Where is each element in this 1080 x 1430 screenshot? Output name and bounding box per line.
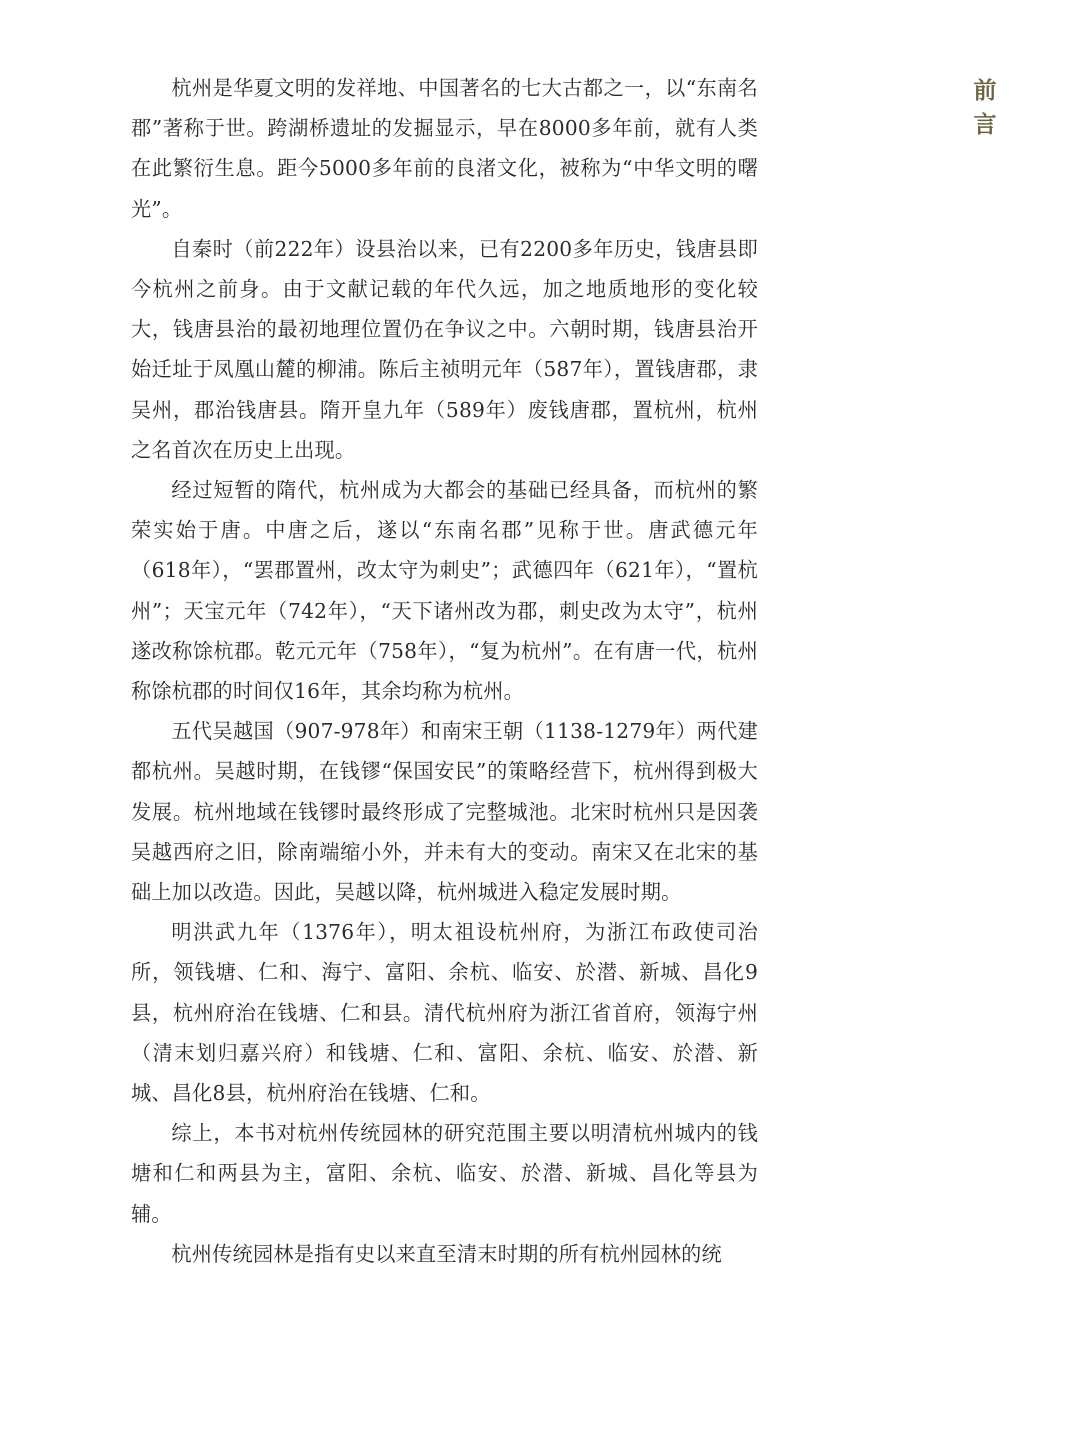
- section-title-vertical: [970, 74, 1000, 142]
- paragraph: 经过短暂的隋代，杭州成为大都会的基础已经具备，而杭州的繁荣实始于唐。中唐之后，遂以“东南名郡”见称于世。唐武德元年（618年），“罢郡置州，改太守为刺史”；武德四年（621年），“置杭州”；天宝元年（742年），“天下诸州改为郡，刺史改为太守”，杭州遂改称馀杭郡。乾元元年（758年），“复为杭州”。在有唐一代，杭州称馀杭郡的时间仅16年，其余均称为杭州。: [131, 478, 758, 704]
- paragraph: 杭州传统园林是指有史以来直至清末时期的所有杭州园林的统: [171, 1241, 722, 1266]
- body-text: [131, 68, 758, 1274]
- section-title-char: 言: [973, 111, 997, 138]
- paragraph: 明洪武九年（1376年），明太祖设杭州府，为浙江布政使司治所，领钱塘、仁和、海宁、富阳、余杭、临安、於潜、新城、昌化9县，杭州府治在钱塘、仁和县。清代杭州府为浙江省首府，领海宁州（清末划归嘉兴府）和钱塘、仁和、富阳、余杭、临安、於潜、新城、昌化8县，杭州府治在钱塘、仁和。: [131, 920, 758, 1106]
- paragraph: 综上，本书对杭州传统园林的研究范围主要以明清杭州城内的钱塘和仁和两县为主，富阳、余杭、临安、於潜、新城、昌化等县为辅。: [131, 1121, 758, 1226]
- paragraph: 五代吴越国（907-978年）和南宋王朝（1138-1279年）两代建都杭州。吴越时期，在钱镠“保国安民”的策略经营下，杭州得到极大发展。杭州地域在钱镠时最终形成了完整城池。北宋时杭州只是因袭吴越西府之旧，除南端缩小外，并未有大的变动。南宋又在北宋的基础上加以改造。因此，吴越以降，杭州城进入稳定发展时期。: [131, 719, 758, 905]
- paragraph: 自秦时（前222年）设县治以来，已有2200多年历史，钱唐县即今杭州之前身。由于文献记载的年代久远，加之地质地形的变化较大，钱唐县治的最初地理位置仍在争议之中。六朝时期，钱唐县治开始迁址于凤凰山麓的柳浦。陈后主祯明元年（587年），置钱唐郡，隶吴州，郡治钱唐县。隋开皇九年（589年）废钱唐郡，置杭州，杭州之名首次在历史上出现。: [131, 236, 758, 462]
- section-title-char: 前: [973, 77, 997, 104]
- paragraph: 杭州是华夏文明的发祥地、中国著名的七大古都之一，以“东南名郡”著称于世。跨湖桥遗址的发掘显示，早在8000多年前，就有人类在此繁衍生息。距今5000多年前的良渚文化，被称为“中华文明的曙光”。: [131, 76, 758, 221]
